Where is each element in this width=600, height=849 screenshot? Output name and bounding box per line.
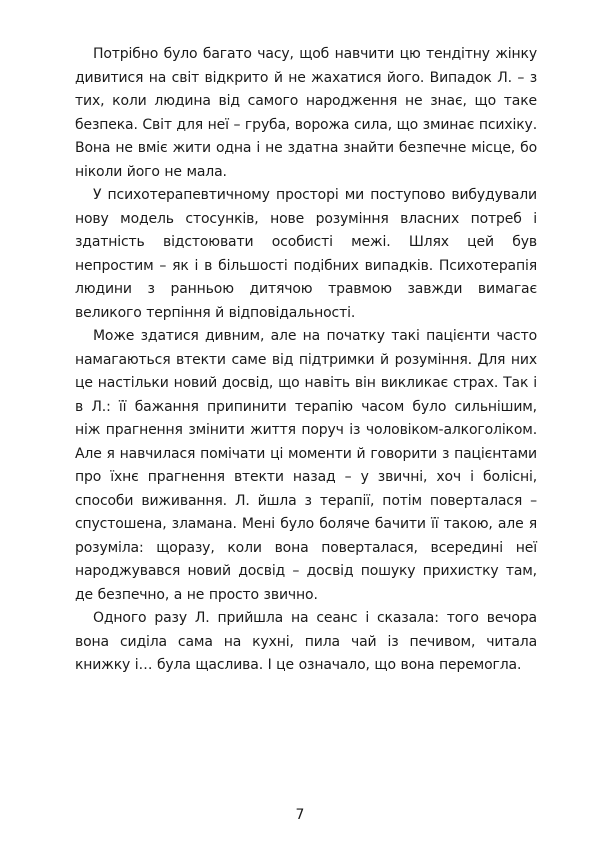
paragraph-3: Може здатися дивним, але на початку такі пацієнти часто намагаються втекти саме від підтримки й розуміння. Для них це настільки новий досвід, що навіть він викликає страх. Так і в Л.: її бажання припинити терапію часом було сильнішим, ніж прагнення змінити життя поруч із чоловіком-алкоголіком. Але я навчилася помічати ці моменти й говорити з пацієнтами про їхнє прагнення втекти назад – у звичні, хоч і болісні, способи виживання. Л. йшла з терапії, потім поверталася – спустошена, зламана. Мені було боляче бачити її такою, але я розуміла: щоразу, коли вона поверталася, всередині неї народжувався новий досвід – досвід пошуку прихистку там, де безпечно, а не просто звично. [75, 328, 537, 603]
page-body [75, 43, 537, 678]
paragraph-2: У психотерапевтичному просторі ми поступово вибудували нову модель стосунків, нове розуміння власних потреб і здатність відстоювати особисті межі. Шлях цей був непростим – як і в більшості подібних випадків. Психотерапія людини з ранньою дитячою травмою завжди вимагає великого терпіння й відповідальності. [75, 187, 537, 321]
paragraph-4: Одного разу Л. прийшла на сеанс і сказала: того вечора вона сиділа сама на кухні, пила чай із печивом, читала книжку і… була щаслива. І це означало, що вона перемогла. [75, 610, 537, 673]
paragraph-1: Потрібно було багато часу, щоб навчити цю тендітну жінку дивитися на світ відкрито й не жахатися його. Випадок Л. – з тих, коли людина від самого народження не знає, що таке безпека. Світ для неї – груба, ворожа сила, що зминає психіку. Вона не вміє жити одна і не здатна знайти безпечне місце, бо ніколи його не мала. [75, 46, 537, 180]
page-number: 7 [295, 807, 305, 823]
